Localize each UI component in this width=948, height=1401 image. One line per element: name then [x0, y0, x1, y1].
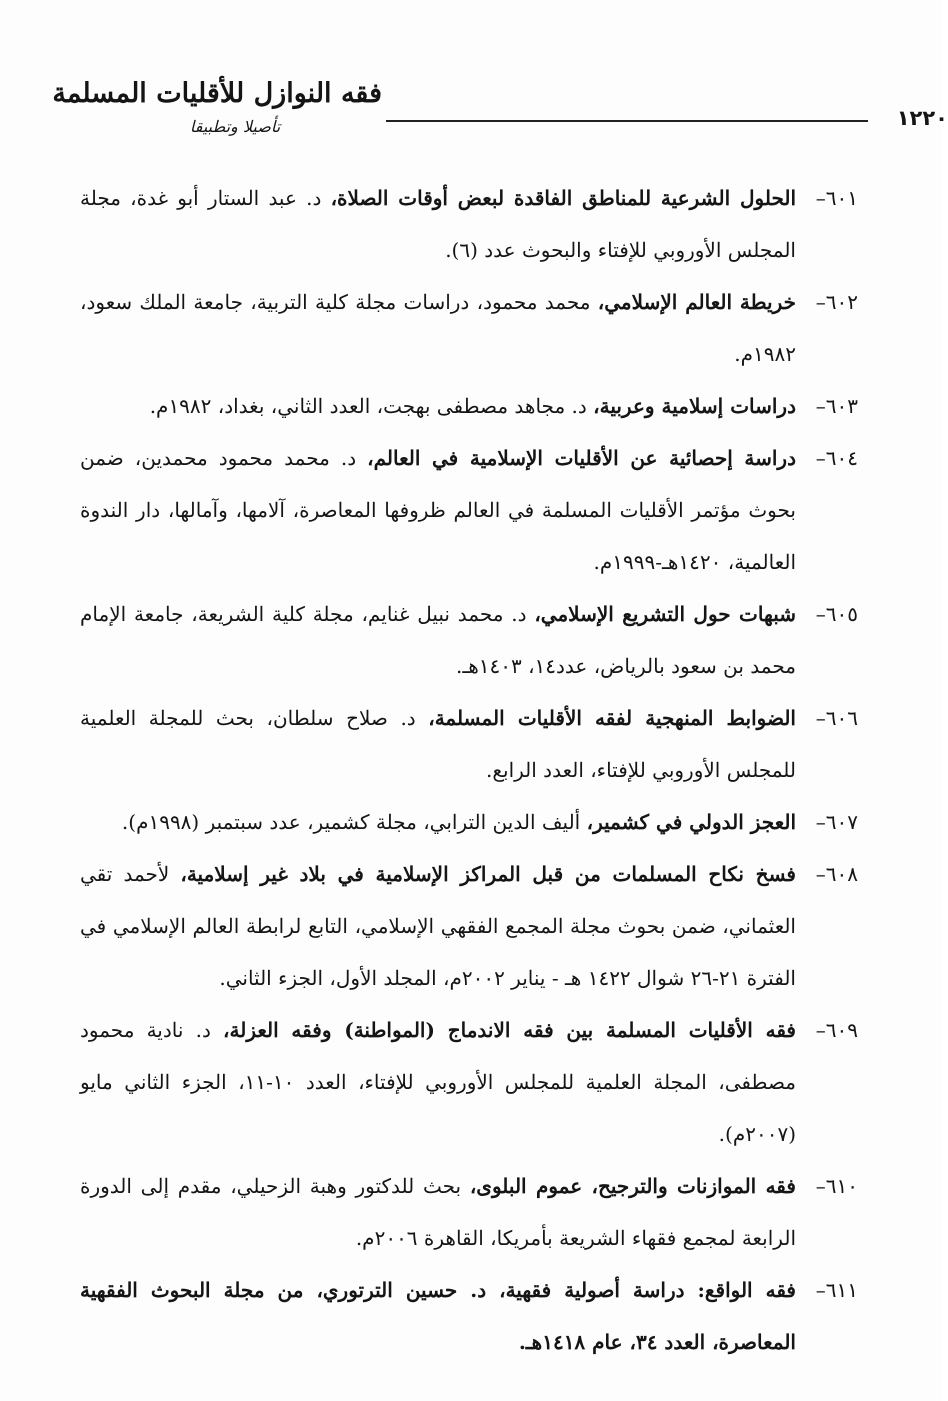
entry-details: بحث للدكتور وهبة الزحيلي، مقدم إلى الدورة الرابعة لمجمع فقهاء الشريعة بأمريكا، القاهرة ٢٠٠٦م.	[80, 1174, 796, 1250]
header-divider	[386, 120, 868, 122]
book-subtitle: تأصيلا وتطبيقا	[189, 117, 281, 136]
entry-number: ٦٠٧–	[815, 810, 858, 834]
entry-number: ٦٠١–	[815, 186, 858, 210]
entry-number: ٦٠٩–	[815, 1018, 858, 1042]
book-title: فقه النوازل للأقليات المسلمة	[52, 78, 382, 109]
bibliography-entry	[80, 432, 858, 588]
entry-details: محمد محمود، دراسات مجلة كلية التربية، جامعة الملك سعود، ١٩٨٢م.	[80, 290, 796, 366]
entry-title: الضوابط المنهجية لفقه الأقليات المسلمة،	[428, 706, 796, 730]
entry-details: أليف الدين الترابي، مجلة كشمير، عدد سبتمبر (١٩٩٨م).	[121, 810, 587, 834]
entry-details: د. صلاح سلطان، بحث للمجلة العلمية للمجلس الأوروبي للإفتاء، العدد الرابع.	[80, 706, 796, 782]
bibliography-entry	[80, 692, 858, 796]
bibliography-entry	[80, 848, 858, 1004]
bibliography-entry	[80, 1004, 858, 1160]
entry-details: د. محمد محمود محمدين، ضمن بحوث مؤتمر الأقليات المسلمة في العالم ظروفها المعاصرة، آلامها، وآمالها، دار الندوة العالمية، ١٤٢٠هـ-١٩٩٩م.	[80, 446, 796, 574]
entry-title: فقه الأقليات المسلمة بين فقه الاندماج (المواطنة) وفقه العزلة،	[223, 1018, 796, 1042]
entry-title: فسخ نكاح المسلمات من قبل المراكز الإسلامية في بلاد غير إسلامية،	[180, 862, 796, 886]
entry-title: خريطة العالم الإسلامي،	[597, 290, 796, 314]
bibliography-entry	[80, 796, 858, 848]
bibliography-entry	[80, 380, 858, 432]
entry-title: شبهات حول التشريع الإسلامي،	[534, 602, 796, 626]
page-header	[52, 72, 948, 154]
entry-number: ٦٠٤–	[815, 446, 858, 470]
entry-details: د. نادية محمود مصطفى، المجلة العلمية للمجلس الأوروبي للإفتاء، العدد ١٠-١١، الجزء الثاني مايو (٢٠٠٧م).	[80, 1018, 796, 1146]
entry-title: الحلول الشرعية للمناطق الفاقدة لبعض أوقات الصلاة،	[330, 186, 796, 210]
entry-number: ٦٠٦–	[815, 706, 858, 730]
bibliography-entry	[80, 588, 858, 692]
entry-title: دراسة إحصائية عن الأقليات الإسلامية في العالم،	[367, 446, 796, 470]
bibliography-entry	[80, 172, 858, 276]
bibliography-entry	[80, 1264, 858, 1368]
bibliography-entry	[80, 1160, 858, 1264]
book-title-block	[52, 72, 382, 154]
entry-details: د. محمد نبيل غنايم، مجلة كلية الشريعة، جامعة الإمام محمد بن سعود بالرياض، عدد١٤، ١٤٠٣هـ.	[80, 602, 796, 678]
bibliography-entry	[80, 276, 858, 380]
entry-number: ٦٠٣–	[815, 394, 858, 418]
page-number: ١٢٢٠	[896, 106, 948, 130]
entry-number: ٦١٠–	[815, 1174, 858, 1198]
entry-details: د. مجاهد مصطفى بهجت، العدد الثاني، بغداد، ١٩٨٢م.	[149, 394, 594, 418]
entry-title: فقه الواقع: دراسة أصولية فقهية، د. حسين الترتوري، من مجلة البحوث الفقهية المعاصرة، العدد ٣٤، عام ١٤١٨هـ.	[80, 1278, 796, 1354]
entry-details: د. عبد الستار أبو غدة، مجلة المجلس الأوروبي للإفتاء والبحوث عدد (٦).	[80, 186, 796, 262]
entry-title: فقه الموازنات والترجيح، عموم البلوى،	[469, 1174, 796, 1198]
entry-number: ٦١١–	[815, 1278, 858, 1302]
entry-number: ٦٠٢–	[815, 290, 858, 314]
bibliography-list	[80, 172, 858, 1368]
entry-details: لأحمد تقي العثماني، ضمن بحوث مجلة المجمع الفقهي الإسلامي، التابع لرابطة العالم الإسلامي في الفترة ٢١-٢٦ شوال ١٤٢٢ هـ - يناير ٢٠٠٢م، المجلد الأول، الجزء الثاني.	[80, 862, 796, 990]
entry-number: ٦٠٨–	[815, 862, 858, 886]
entry-title: العجز الدولي في كشمير،	[586, 810, 796, 834]
entry-number: ٦٠٥–	[815, 602, 858, 626]
entry-title: دراسات إسلامية وعربية،	[593, 394, 796, 418]
